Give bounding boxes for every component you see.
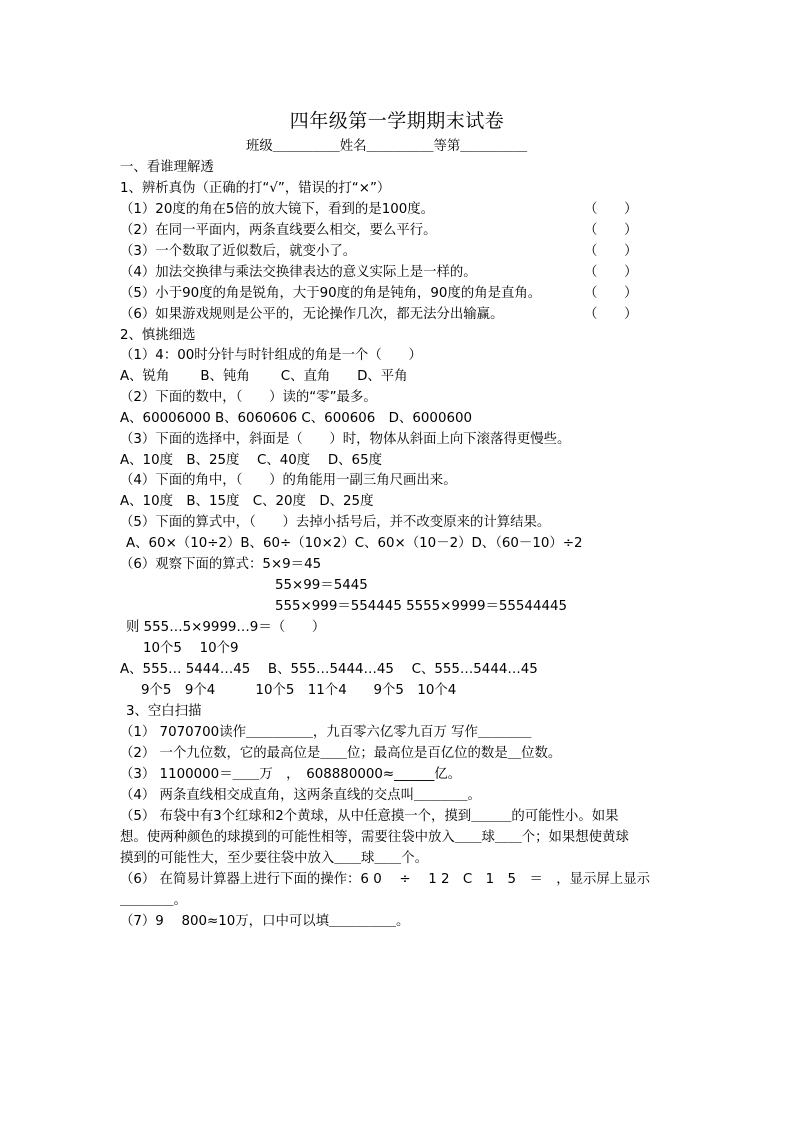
answer-paren-1[interactable]: （ ） bbox=[584, 202, 638, 217]
answer-paren-3[interactable]: （ ） bbox=[584, 244, 638, 259]
answer-paren-4[interactable]: （ ） bbox=[584, 265, 638, 280]
choice-q6: （6）观察下面的算式：5×9＝45 bbox=[120, 557, 322, 572]
student-info-line: 班级＿＿＿＿＿姓名＿＿＿＿＿等第＿＿＿＿＿ bbox=[246, 139, 528, 154]
answer-paren-2[interactable]: （ ） bbox=[584, 223, 638, 238]
judge-item-3: （3）一个数取了近似数后，就变小了。 bbox=[120, 244, 357, 259]
choice-q4: （4）下面的角中，（ ）的角能用一副三角尺画出来。 bbox=[120, 473, 457, 488]
choice-q1: （1）4：00时分针与时针组成的角是一个（ ） bbox=[120, 348, 422, 363]
fill-q6-line1: （6） 在简易计算器上进行下面的操作：6 0 ÷ 1 2 C 1 5 ＝ ，显示屏上显示 bbox=[120, 872, 650, 887]
judge-item-6: （6）如果游戏规则是公平的，无论操作几次，都无法分出输赢。 bbox=[120, 307, 504, 322]
choice-q1-options: A、锐角 B、钝角 C、直角 D、平角 bbox=[120, 369, 408, 384]
choice-q5: （5）下面的算式中，（ ）去掉小括号后，并不改变原来的计算结果。 bbox=[120, 515, 551, 530]
choice-q6-option-counts: 9个5 9个4 10个5 11个4 9个5 10个4 bbox=[141, 683, 457, 698]
choice-q6-formula-2: 55×99＝5445 bbox=[275, 578, 368, 593]
section1-heading: 一、看谁理解透 bbox=[120, 160, 214, 175]
choice-q4-options: A、10度 B、15度 C、20度 D、25度 bbox=[120, 494, 374, 509]
fill-q1: （1） 7070700读作＿＿＿＿＿，九百零六亿零九百万 写作＿＿＿＿ bbox=[120, 725, 532, 740]
judge-item-1: （1）20度的角在5倍的放大镜下，看到的是100度。 bbox=[120, 202, 435, 217]
choice-q6-question: 则 555…5×9999…9＝（ ） bbox=[126, 620, 326, 635]
page-title: 四年级第一学期期末试卷 bbox=[289, 110, 505, 132]
fill-q5-line2: 想。使两种颜色的球摸到的可能性相等，需要往袋中放入＿＿球＿＿个；如果想使黄球 bbox=[120, 830, 629, 845]
choice-q3-options: A、10度 B、25度 C、40度 D、65度 bbox=[120, 453, 382, 468]
choice-q6-formula-3: 555×999＝554445 5555×9999＝55544445 bbox=[275, 599, 568, 614]
choice-q2: （2）下面的数中，（ ）读的“零”最多。 bbox=[120, 390, 377, 405]
fill-q2: （2） 一个九位数，它的最高位是＿＿位；最高位是百亿位的数是＿位数。 bbox=[120, 746, 562, 761]
choice-q6-options: A、555… 5444…45 B、555…5444…45 C、555…5444…45 bbox=[120, 662, 538, 677]
choice-q5-options: A、60×（10÷2）B、60÷（10×2）C、60×（10－2）D、（60－10）÷2 bbox=[126, 536, 583, 551]
fill-q7: （7）9 800≈10万，口中可以填＿＿＿＿＿。 bbox=[120, 914, 410, 929]
fill-q3: （3） 1100000＝＿＿万 ， 608880000≈______亿。 bbox=[120, 767, 462, 782]
part1-heading: 1、辨析真伪（正确的打“√”，错误的打“×”） bbox=[120, 181, 391, 196]
fill-q6-line2: ＿＿＿＿。 bbox=[120, 893, 187, 908]
answer-paren-5[interactable]: （ ） bbox=[584, 286, 638, 301]
choice-q3: （3）下面的选择中，斜面是（ ）时，物体从斜面上向下滚落得更慢些。 bbox=[120, 432, 571, 447]
judge-item-4: （4）加法交换律与乘法交换律表达的意义实际上是一样的。 bbox=[120, 265, 477, 280]
fill-q4: （4） 两条直线相交成直角，这两条直线的交点叫＿＿＿＿。 bbox=[120, 788, 481, 803]
fill-q5-line3: 摸到的可能性大，至少要往袋中放入＿＿球＿＿个。 bbox=[120, 851, 428, 866]
choice-q6-count-hint: 10个5 10个9 bbox=[143, 641, 239, 656]
answer-paren-6[interactable]: （ ） bbox=[584, 307, 638, 322]
fill-q5-line1: （5） 布袋中有3个红球和2个黄球，从中任意摸一个，摸到＿＿＿的可能性小。如果 bbox=[120, 809, 619, 824]
judge-item-2: （2）在同一平面内，两条直线要么相交，要么平行。 bbox=[120, 223, 437, 238]
judge-item-5: （5）小于90度的角是锐角，大于90度的角是钝角，90度的角是直角。 bbox=[120, 286, 542, 301]
part3-heading: 3、空白扫描 bbox=[126, 704, 202, 719]
choice-q2-options: A、60006000 B、6060606 C、600606 D、6000600 bbox=[120, 411, 473, 426]
part2-heading: 2、慎挑细选 bbox=[120, 328, 196, 343]
